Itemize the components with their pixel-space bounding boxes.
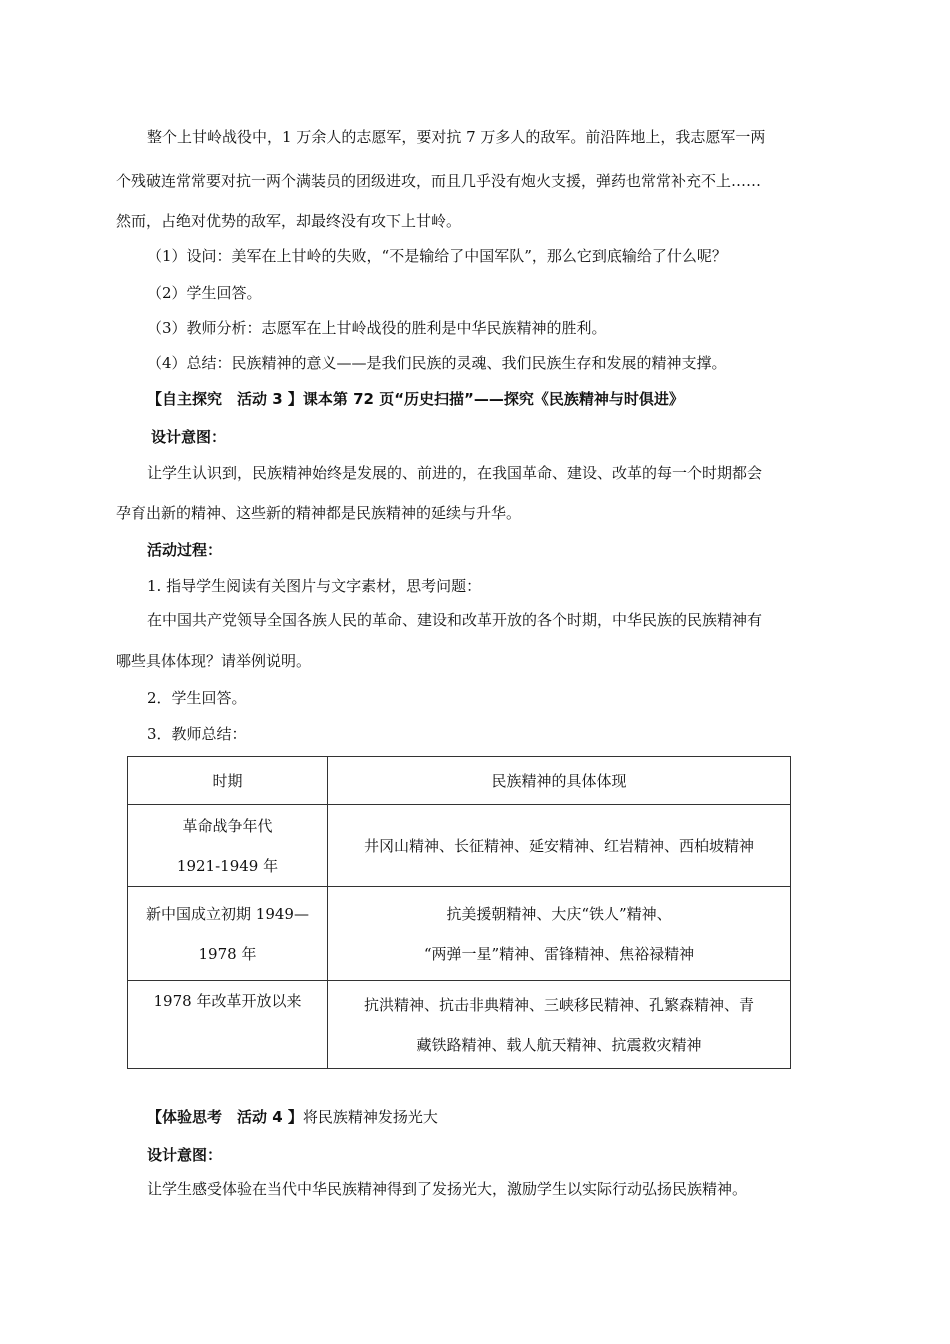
- paragraph-line: 哪些具体体现？请举例说明。: [116, 652, 312, 670]
- table-cell-period: [128, 805, 328, 887]
- cell-line: 新中国成立初期 1949—: [146, 904, 309, 923]
- step-2: 2．学生回答。: [147, 689, 247, 707]
- question-2: （2）学生回答。: [147, 284, 262, 302]
- national-spirit-table: [127, 756, 791, 1069]
- question-4: （4）总结：民族精神的意义——是我们民族的灵魂、我们民族生存和发展的精神支撑。: [147, 354, 727, 372]
- table-header-period: 时期: [128, 757, 328, 805]
- table-header-spirit: 民族精神的具体体现: [328, 757, 791, 805]
- paragraph-line: 让学生认识到，民族精神始终是发展的、前进的，在我国革命、建设、改革的每一个时期都会: [147, 464, 763, 482]
- paragraph-line: 然而，占绝对优势的敌军，却最终没有攻下上甘岭。: [116, 212, 462, 230]
- cell-line: 革命战争年代: [182, 816, 273, 835]
- cell-line: 抗美援朝精神、大庆“铁人”精神、: [446, 904, 672, 923]
- activity-4-heading-text: 将民族精神发扬光大: [302, 1108, 438, 1126]
- activity-4-heading-bold: 【体验思考 活动 4 】: [147, 1108, 303, 1126]
- design-intent-label: 设计意图：: [151, 428, 227, 446]
- table-cell-spirit: [328, 805, 791, 887]
- table-cell-period: [128, 887, 328, 981]
- question-3: （3）教师分析：志愿军在上甘岭战役的胜利是中华民族精神的胜利。: [147, 319, 607, 337]
- table-row: [128, 981, 791, 1069]
- cell-line: 藏铁路精神、载人航天精神、抗震救灾精神: [416, 1035, 702, 1054]
- cell-line: “两弹一星”精神、雷锋精神、焦裕禄精神: [423, 944, 695, 963]
- paragraph-line: 孕育出新的精神、这些新的精神都是民族精神的延续与升华。: [116, 504, 522, 522]
- paragraph-line: 个残破连常常要对抗一两个满装员的团级进攻，而且几乎没有炮火支援，弹药也常常补充不上……: [116, 172, 762, 190]
- step-1: 1. 指导学生阅读有关图片与文字素材，思考问题：: [147, 577, 482, 595]
- cell-line: 1978 年: [198, 944, 257, 963]
- table-header-row: [128, 757, 791, 805]
- table-row: [128, 887, 791, 981]
- paragraph-line: 让学生感受体验在当代中华民族精神得到了发扬光大，激励学生以实际行动弘扬民族精神。: [147, 1180, 748, 1198]
- activity-process-label: 活动过程：: [147, 541, 223, 559]
- table-cell-spirit: [328, 981, 791, 1069]
- cell-line: 1921-1949 年: [176, 856, 279, 875]
- step-3: 3．教师总结：: [147, 725, 247, 743]
- paragraph-line: 在中国共产党领导全国各族人民的革命、建设和改革开放的各个时期，中华民族的民族精神有: [147, 611, 763, 629]
- design-intent-label: 设计意图：: [147, 1146, 223, 1164]
- activity-4-heading: [147, 1107, 438, 1127]
- paragraph-line: 整个上甘岭战役中，1 万余人的志愿军，要对抗 7 万多人的敌军。前沿阵地上，我志愿军一两: [147, 128, 766, 146]
- question-1: （1）设问：美军在上甘岭的失败，“不是输给了中国军队”，那么它到底输给了什么呢？: [147, 247, 727, 265]
- cell-line: 井冈山精神、长征精神、延安精神、红岩精神、西柏坡精神: [363, 836, 754, 855]
- activity-3-heading: 【自主探究 活动 3 】课本第 72 页“历史扫描”——探究《民族精神与时俱进》: [147, 390, 684, 408]
- table-row: [128, 805, 791, 887]
- cell-line: 1978 年改革开放以来: [153, 992, 302, 1010]
- table-cell-period: [128, 981, 328, 1069]
- cell-line: 抗洪精神、抗击非典精神、三峡移民精神、孔繁森精神、青: [363, 995, 754, 1014]
- table-cell-spirit: [328, 887, 791, 981]
